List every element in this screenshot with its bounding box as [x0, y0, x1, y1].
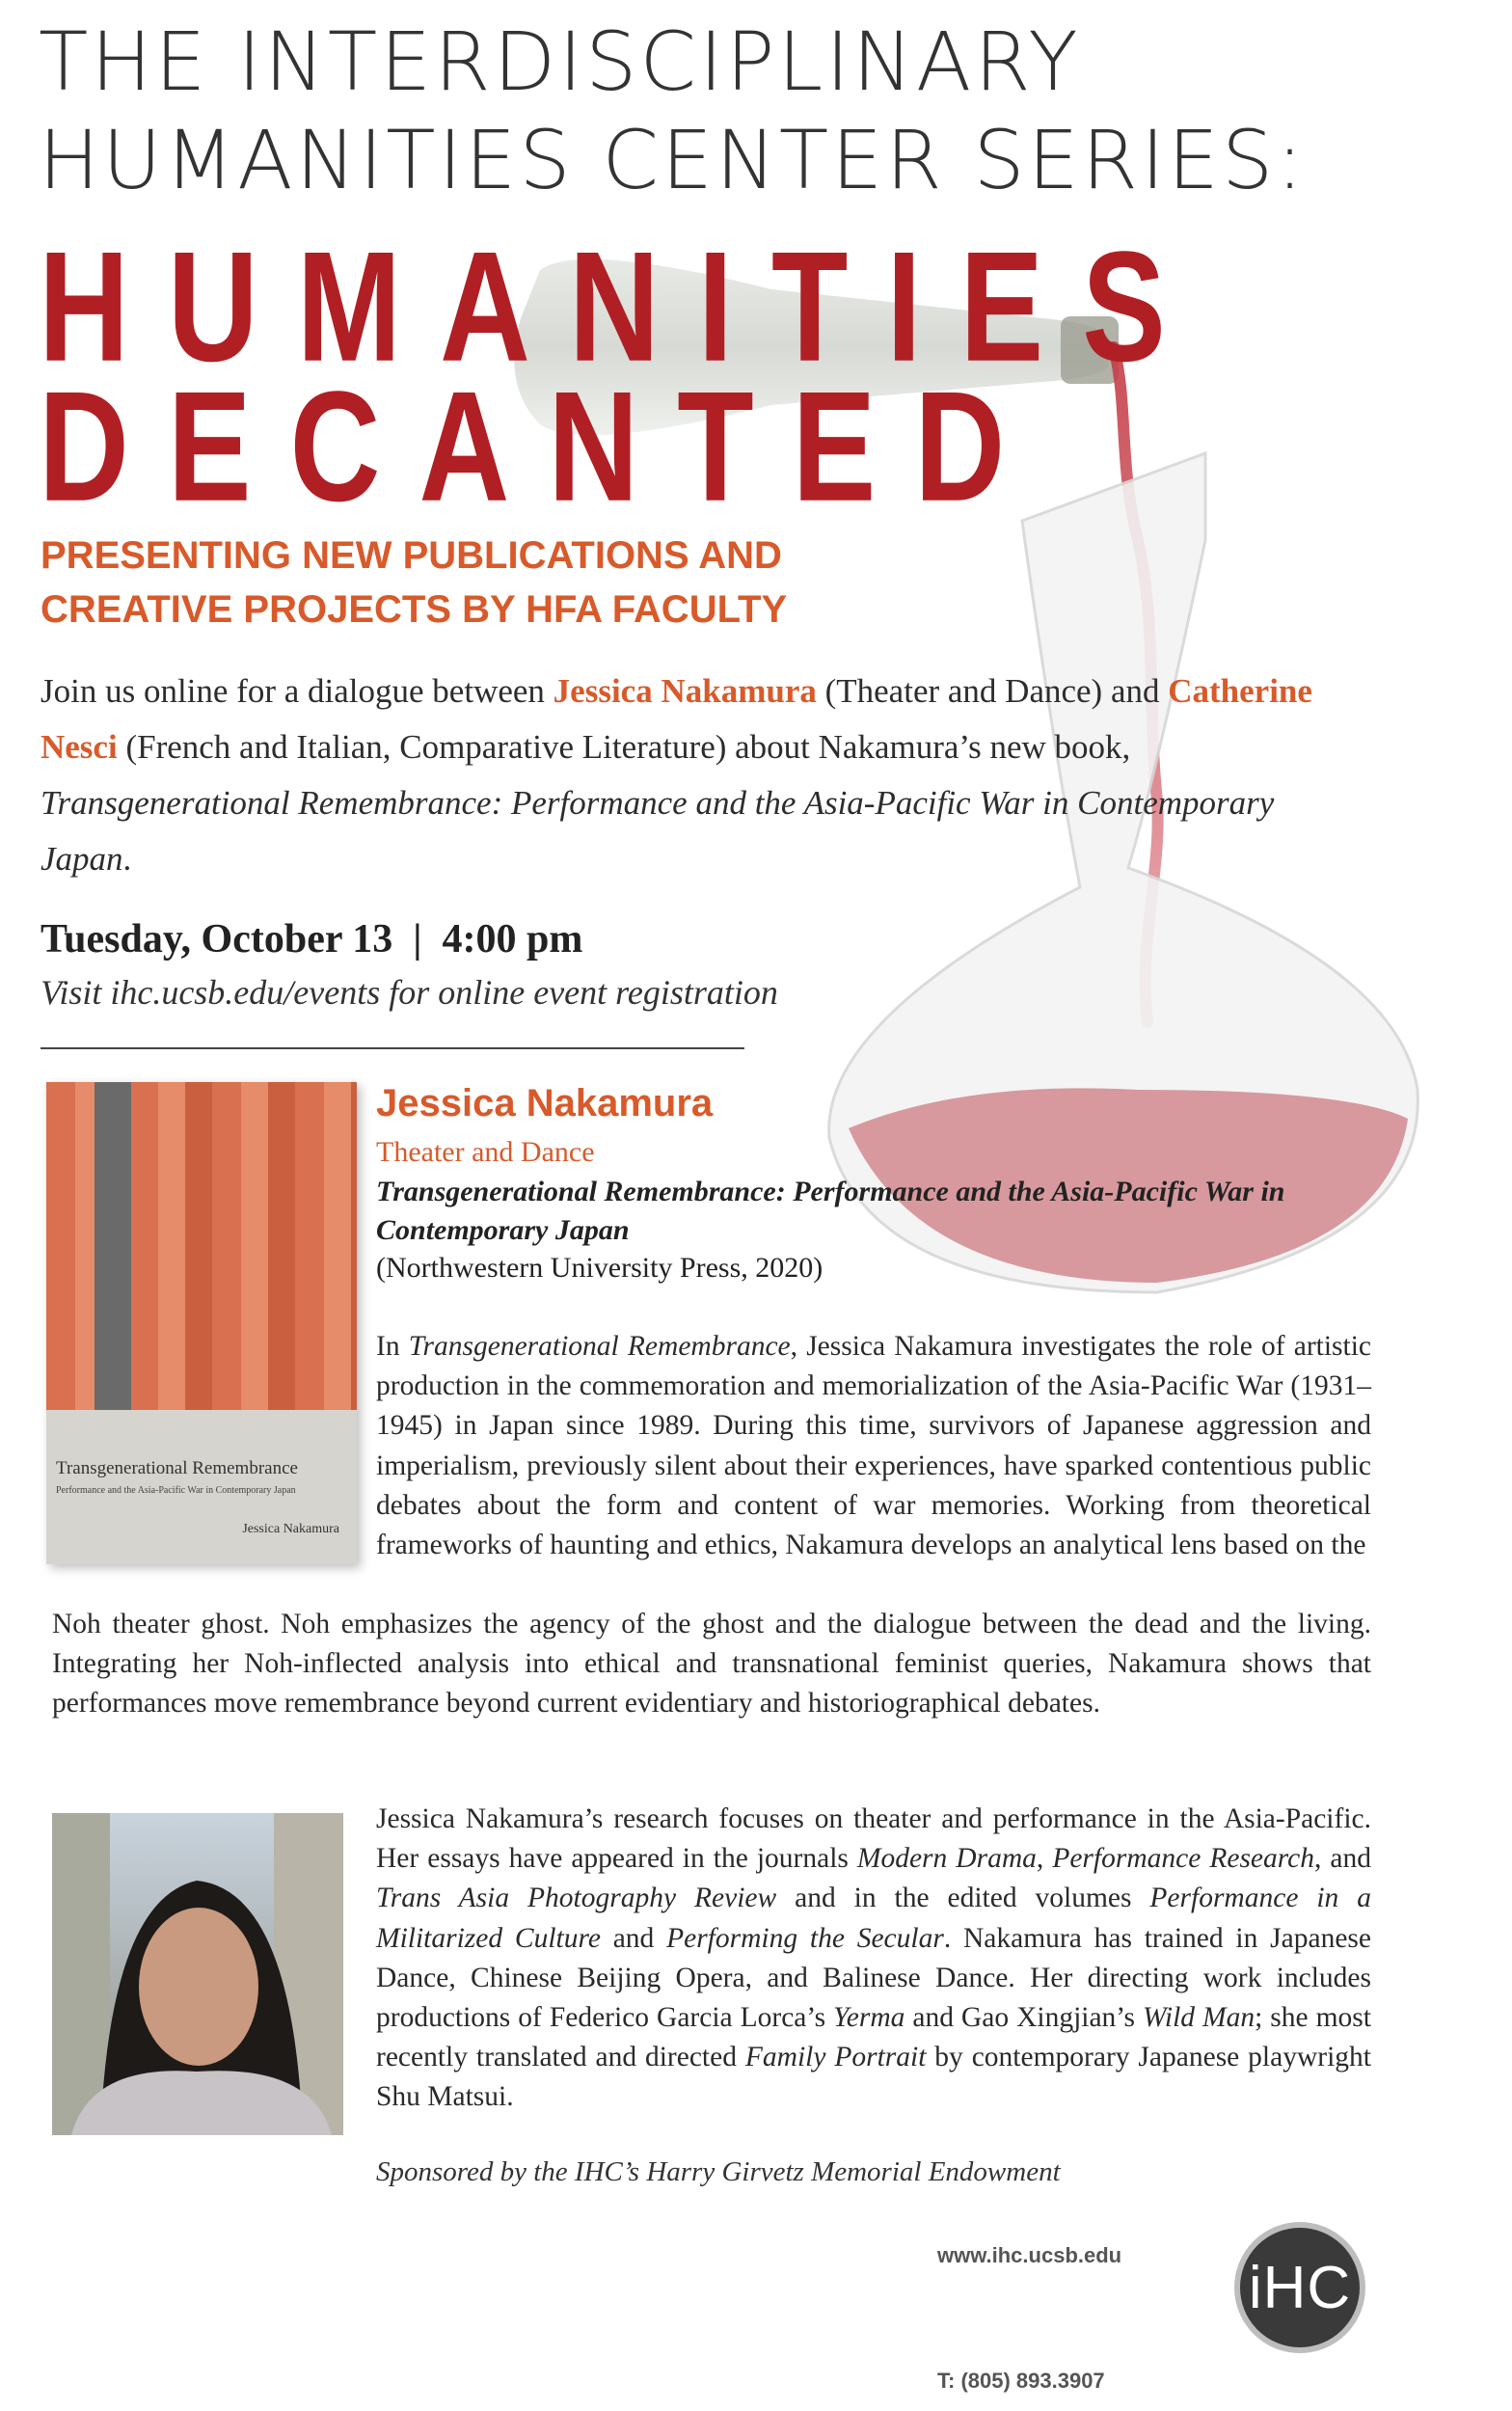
author-bio: Jessica Nakamura’s research focuses on theater and performance in the Asia-Pacific. Her essays have appeared in the journals Modern Drama, Performance Research, and Trans Asia Photography Review and in the edited volumes Performance in a Militarized Culture and Performing the Secular. Nakamura has trained in Japanese Dance, Chinese Beijing Opera, and Balinese Dance. Her directing work includes productions of Federico Garcia Lorca’s Yerma and Gao Xingjian’s Wild Man; she most recently translated and directed Family Portrait by contemporary Japanese playwright Shu Matsui.	[376, 1803, 1372, 2113]
sponsor-note: Sponsored by the IHC’s Harry Girvetz Memorial Endowment	[376, 2156, 1061, 2187]
speaker-name: Jessica Nakamura	[553, 672, 817, 710]
ihc-logo: iHC	[1234, 2222, 1365, 2353]
book-cover-author: Jessica Nakamura	[242, 1522, 339, 1536]
registration-note: Visit ihc.ucsb.edu/events for online event registration	[40, 973, 778, 1012]
phone-number: T: (805) 893.3907	[937, 2369, 1105, 2393]
portrait-image	[52, 1813, 343, 2135]
website-link[interactable]: www.ihc.ucsb.edu	[937, 2243, 1122, 2267]
book-cover	[46, 1082, 357, 1564]
book-description-continued: Noh theater ghost. Noh emphasizes the agency of the ghost and the dialogue between the dead and the living. Integrating her Noh-inflected analysis into ethical and transnational feminist queries, Nakamura shows that performances move remembrance beyond current evidentiary and historiographical debates.	[52, 1609, 1371, 1720]
main-title-line2: DECANTED	[39, 358, 1044, 534]
author-department: Theater and Dance	[376, 1136, 595, 1168]
series-title-line2: HUMANITIES CENTER SERIES:	[39, 113, 1307, 207]
intro-paragraph: Join us online for a dialogue between Jessica Nakamura (Theater and Dance) and Catherine Nesci (French and Italian, Comparative Literature) about Nakamura’s new book, Transgenerational Remembrance: Performance and the Asia-Pacific War in Contemporary Japan.	[40, 672, 1312, 878]
book-description: In Transgenerational Remembrance, Jessica Nakamura investigates the role of artistic production in the commemoration and memorialization of the Asia-Pacific War (1931–1945) in Japan since 1989. During this time, survivors of Japanese aggression and imperialism, previously silent about their experiences, have sparked contentious public debates about the form and content of war memories. Working from theoretical frameworks of haunting and ethics, Nakamura develops an analytical lens based on the	[376, 1331, 1371, 1561]
book-title: Transgenerational Remembrance: Performance and the Asia-Pacific War in Contemporary Japan	[40, 784, 1275, 878]
series-title-line1: THE INTERDISCIPLINARY	[39, 14, 1081, 109]
book-cover-photo	[46, 1082, 357, 1410]
subhead-line2: CREATIVE PROJECTS BY HFA FACULTY	[40, 588, 788, 631]
book-cover-title: Transgenerational Remembrance	[56, 1458, 298, 1478]
book-cover-subtitle: Performance and the Asia-Pacific War in Contemporary Japan	[56, 1485, 296, 1496]
subhead-line1: PRESENTING NEW PUBLICATIONS AND	[40, 534, 782, 577]
author-portrait	[52, 1813, 343, 2135]
speaker-name: Catherine Nesci	[40, 672, 1312, 766]
event-date-time: Tuesday, October 13 | 4:00 pm	[40, 917, 583, 962]
author-name: Jessica Nakamura	[376, 1082, 714, 1124]
publisher: (Northwestern University Press, 2020)	[376, 1252, 824, 1284]
book-full-title: Transgenerational Remembrance: Performance and the Asia-Pacific War in Contemporary Japan	[376, 1176, 1285, 1246]
divider	[40, 1047, 744, 1049]
main-title-line1: HUMANITIES	[39, 218, 1204, 394]
